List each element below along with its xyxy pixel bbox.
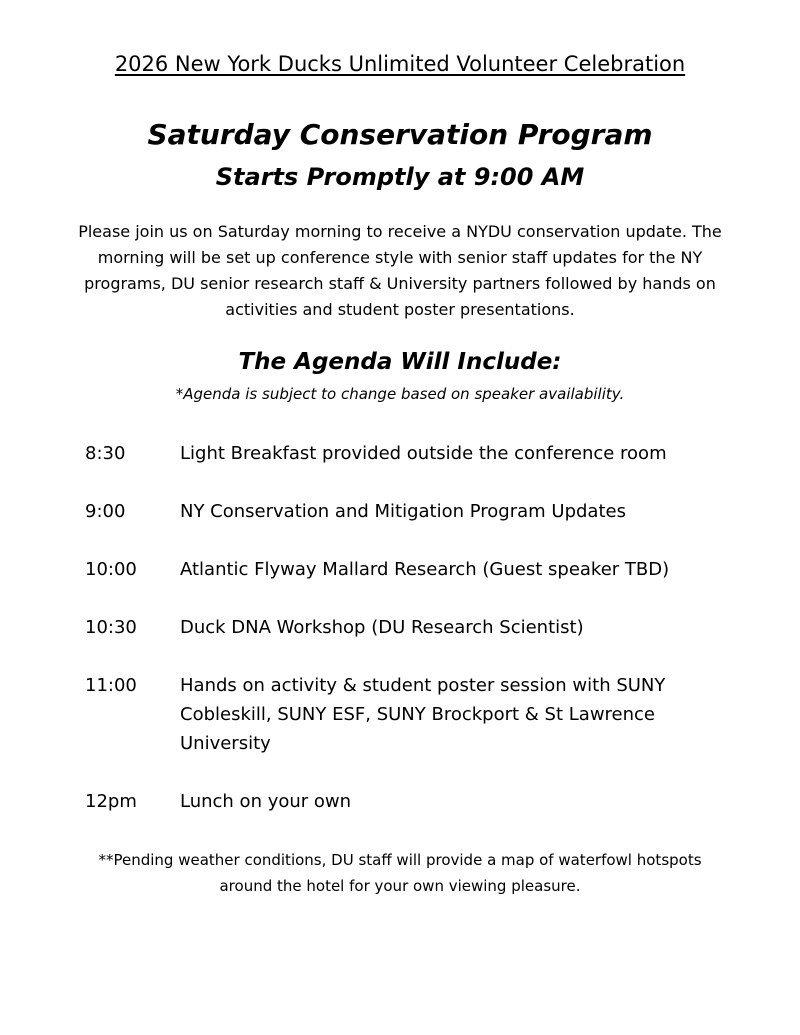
agenda-description-line: University [180, 733, 271, 754]
agenda-time: 10:00 [85, 559, 137, 580]
agenda-item [85, 671, 765, 758]
agenda-description [180, 439, 720, 468]
agenda-item [85, 555, 765, 584]
agenda-item [85, 497, 765, 526]
intro-line: activities and student poster presentations. [225, 300, 575, 319]
agenda-time: 12pm [85, 791, 137, 812]
agenda-description [180, 787, 720, 816]
agenda-description-line: NY Conservation and Mitigation Program Updates [180, 501, 626, 522]
agenda-description-line: Duck DNA Workshop (DU Research Scientist) [180, 617, 584, 638]
program-start-time: Starts Promptly at 9:00 AM [215, 163, 585, 191]
agenda-item [85, 787, 765, 816]
agenda-description-line: Hands on activity & student poster session with SUNY [180, 675, 666, 696]
agenda-heading: The Agenda Will Include: [238, 349, 562, 375]
agenda-description-line: Lunch on your own [180, 791, 352, 812]
agenda-description-line: Atlantic Flyway Mallard Research (Guest speaker TBD) [180, 559, 670, 580]
program-title: Saturday Conservation Program [147, 118, 653, 151]
intro-paragraph [40, 219, 760, 323]
agenda-description [180, 555, 720, 584]
footnote-line: **Pending weather conditions, DU staff will provide a map of waterfowl hotspots [98, 851, 702, 869]
intro-line: programs, DU senior research staff & University partners followed by hands on [84, 274, 716, 293]
agenda-time: 11:00 [85, 675, 137, 696]
agenda-item [85, 439, 765, 468]
weather-footnote [40, 847, 760, 899]
agenda-list [85, 439, 765, 845]
agenda-time: 9:00 [85, 501, 126, 522]
agenda-description [180, 613, 720, 642]
agenda-description [180, 497, 720, 526]
agenda-disclaimer: *Agenda is subject to change based on speaker availability. [175, 385, 625, 403]
intro-line: morning will be set up conference style with senior staff updates for the NY [97, 248, 703, 267]
agenda-item [85, 613, 765, 642]
agenda-description [180, 671, 720, 758]
footnote-line: around the hotel for your own viewing pleasure. [219, 877, 581, 895]
agenda-time: 10:30 [85, 617, 137, 638]
agenda-description-line: Cobleskill, SUNY ESF, SUNY Brockport & St Lawrence [180, 704, 655, 725]
event-title: 2026 New York Ducks Unlimited Volunteer Celebration [114, 52, 686, 76]
intro-line: Please join us on Saturday morning to receive a NYDU conservation update. The [78, 222, 722, 241]
agenda-time: 8:30 [85, 443, 126, 464]
agenda-description-line: Light Breakfast provided outside the conference room [180, 443, 667, 464]
